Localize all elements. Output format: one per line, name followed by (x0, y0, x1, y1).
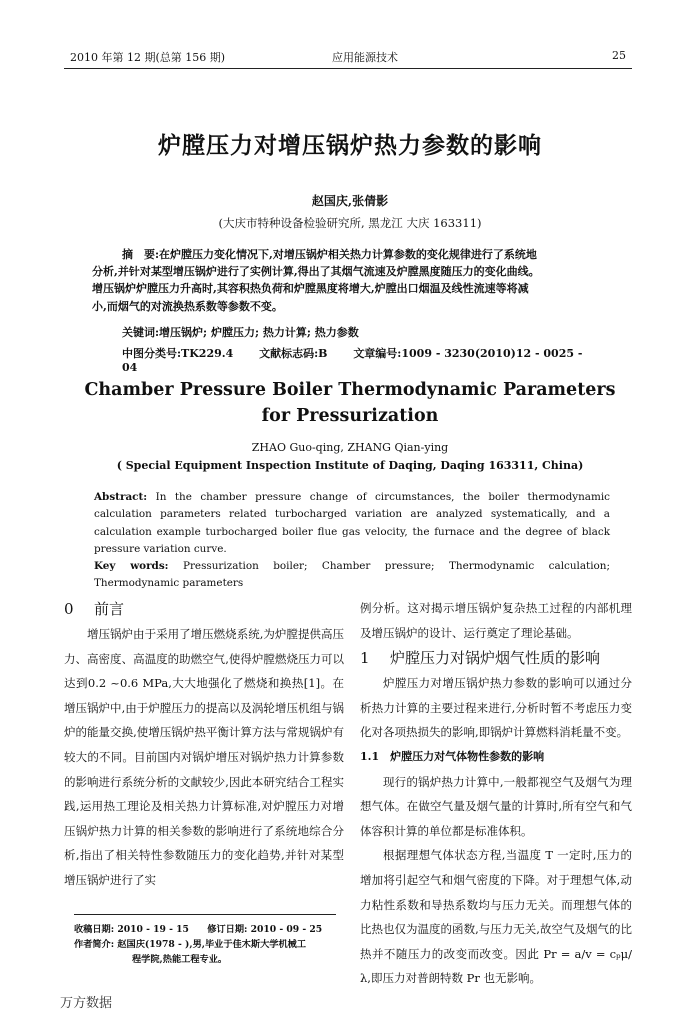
header-rule (64, 68, 632, 69)
keywords-en-text: Pressurization boiler; Chamber pressure; Thermodynamic calculation; Thermodynamic parameters (94, 560, 610, 590)
footnote-received: 收稿日期: 2010 - 19 - 15 修订日期: 2010 - 09 - 25 (74, 924, 323, 935)
running-header (64, 46, 632, 66)
section-0-heading (64, 596, 344, 622)
keywords-chinese: 关键词:增压锅炉; 炉膛压力; 热力计算; 热力参数 (122, 326, 359, 339)
section-title: 炉膛压力对锅炉烟气性质的影响 (390, 649, 601, 668)
classification-line (122, 345, 612, 374)
abstract-en-text: In the chamber pressure change of circumstances, the boiler thermodynamic calculation parameters related turbocharged variation are analyzed systematically, and a calculation example turbocharged boiler flue gas velocity, the furnace and the degree of black pressure variation curve. (94, 491, 610, 555)
footnote-author-2: 程学院,热能工程专业。 (132, 954, 228, 965)
journal-name: 应用能源技术 (332, 51, 398, 64)
watermark: 万方数据 (60, 996, 113, 1011)
abstract-cn-line: 小,而烟气的对流换热系数等参数不变。 (92, 299, 283, 313)
page-number: 25 (612, 49, 626, 62)
authors-english: ZHAO Guo-qing, ZHANG Qian-ying (251, 441, 449, 454)
abstract-chinese (92, 246, 612, 315)
subsection-number: 1.1 (360, 749, 380, 763)
authors-chinese: 赵国庆,张倩影 (311, 194, 389, 208)
issue-info: 2010 年第 12 期(总第 156 期) (70, 51, 226, 64)
footnote-author-1: 作者简介: 赵国庆(1978 - ),男,毕业于佳木斯大学机械工 (74, 939, 307, 950)
left-column (64, 596, 344, 893)
title-en-line2: for Pressurization (261, 406, 439, 426)
subsection-title: 炉膛压力对气体物性参数的影响 (390, 749, 545, 763)
affiliation-chinese: (大庆市特种设备检验研究所, 黑龙江 大庆 163311) (218, 216, 482, 230)
article-number: 文章编号:1009 - 3230(2010)12 - 0025 - 04 (122, 347, 583, 374)
continuation-paragraph: 例分析。这对揭示增压锅炉复杂热工过程的内部机理及增压锅炉的设计、运行奠定了理论基础。 (360, 601, 632, 640)
section-number: 0 (64, 600, 74, 618)
keywords-label: Key words: (94, 560, 169, 573)
abstract-cn-line: 增压锅炉炉膛压力升高时,其容积热负荷和炉膛黑度将增大,炉膛出口烟温及线性流速等将减 (92, 282, 529, 296)
keywords-en-paragraph (94, 558, 610, 593)
intro-paragraph: 增压锅炉由于采用了增压燃烧系统,为炉膛提供高压力、高密度、高温度的助燃空气,使得炉膛燃烧压力可以达到0.2 ~0.6 MPa,大大地强化了燃烧和换热[1]。在增压锅炉中,由于炉膛压力的提高以及涡轮增压机组与锅炉的能量交换,使增压锅炉热平衡计算方法与常规锅炉有较大的不同。目前国内对锅炉增压对锅炉热力计算参数的影响进行系统分析的文献较少,因此本研究结合工程实践,运用热工理论及相关热力计算标准,对炉膛压力对增压锅炉热力计算的相关参数的影响进行了系统地综合分析,指出了相关特性参数随压力的变化趋势,并针对某型增压锅炉进行了实 (64, 627, 344, 887)
abstract-cn-line: 分析,并针对某型增压锅炉进行了实例计算,得出了其烟气流速及炉膛黑度随压力的变化曲线。 (92, 265, 540, 279)
title-en-line1: Chamber Pressure Boiler Thermodynamic Parameters (84, 380, 616, 400)
section-1-paragraph: 炉膛压力对增压锅炉热力参数的影响可以通过分析热力计算的主要过程来进行,分析时暂不考虑压力变化对各项热损失的影响,即锅炉计算燃料消耗量不变。 (360, 676, 632, 740)
section-1-1-paragraph-1: 现行的锅炉热力计算中,一般都视空气及烟气为理想气体。在做空气量及烟气量的计算时,所有空气和气体容积计算的单位都是标准体积。 (360, 774, 632, 838)
section-title: 前言 (94, 600, 125, 618)
abstract-en-paragraph (94, 489, 610, 558)
title-chinese: 炉膛压力对增压锅炉热力参数的影响 (158, 132, 542, 159)
abstract-cn-line: 摘 要:在炉膛压力变化情况下,对增压锅炉相关热力计算参数的变化规律进行了系统地 (122, 248, 537, 261)
affiliation-english: ( Special Equipment Inspection Institute of Daqing, Daqing 163311, China) (116, 459, 584, 472)
section-1-heading (360, 645, 632, 671)
title-english (0, 377, 700, 429)
section-1-1-paragraph-2: 根据理想气体状态方程,当温度 T 一定时,压力的增加将引起空气和烟气密度的下降。对于理想气体,动力粘性系数和导热系数均与压力无关。而理想气体的比热也仅为温度的函数,与压力无关,故空气及烟气的比热并不随压力的改变而改变。因此 Pr = a/v = cₚμ/λ,即压力对普朗特数 Pr 也无影响。 (360, 848, 632, 986)
section-number: 1 (360, 649, 370, 668)
footnote (74, 922, 344, 967)
section-1-1-heading (360, 745, 632, 770)
abstract-label: Abstract: (94, 491, 148, 503)
document-code: 文献标志码:B (259, 347, 328, 360)
clc-code: 中图分类号:TK229.4 (122, 347, 234, 360)
right-column (360, 596, 632, 991)
footnote-rule (74, 914, 336, 915)
abstract-english (94, 489, 610, 593)
